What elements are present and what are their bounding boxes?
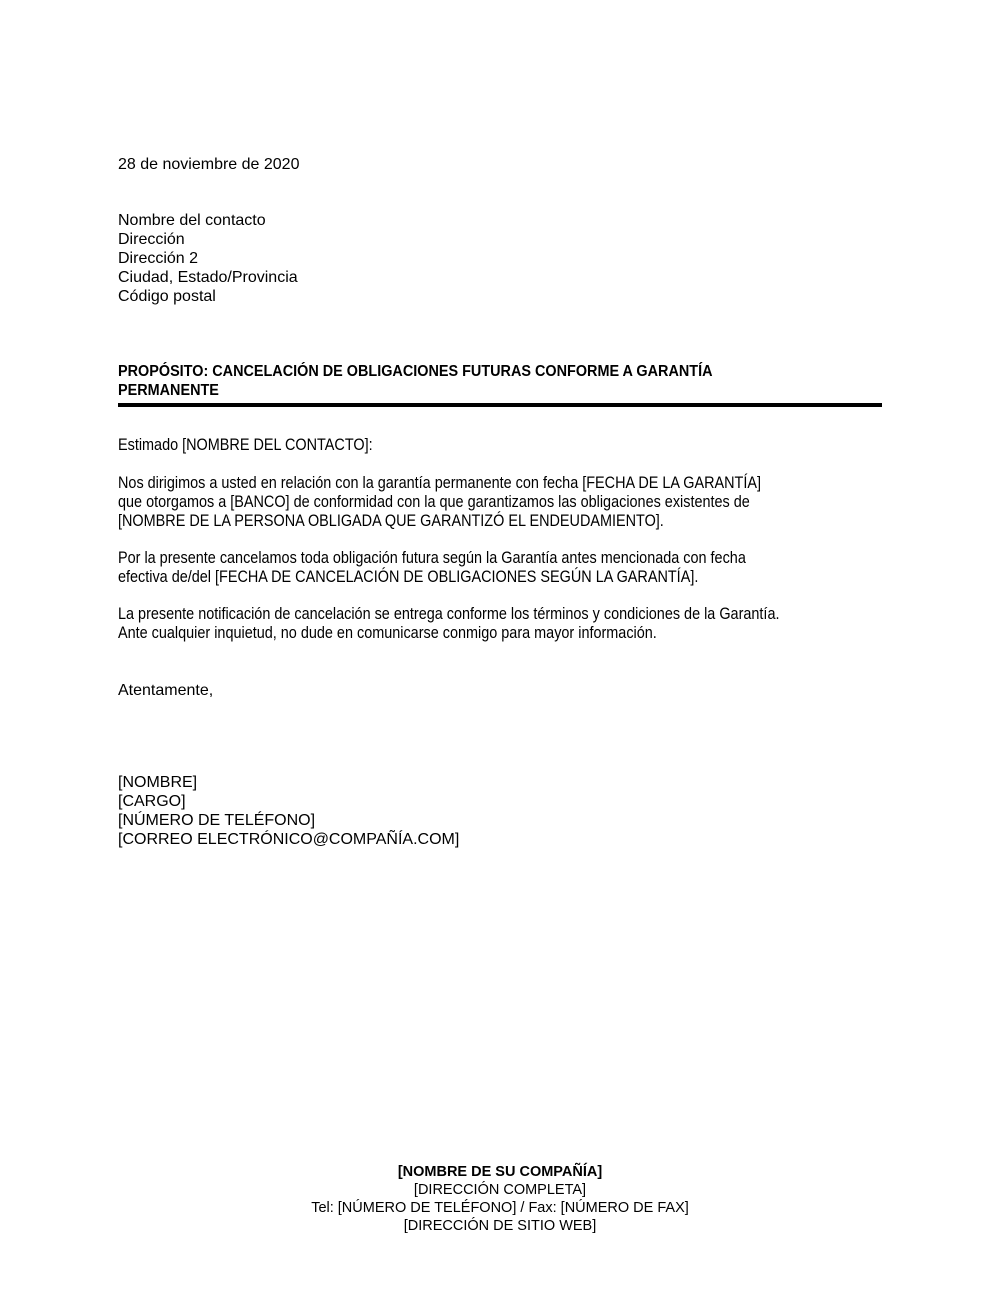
letter-date: 28 de noviembre de 2020 — [118, 156, 300, 173]
paragraph-line: efectiva de/del [FECHA DE CANCELACIÓN DE OBLIGACIONES SEGÚN LA GARANTÍA]. — [118, 568, 699, 586]
footer-company-name: [NOMBRE DE SU COMPAÑÍA] — [397, 1164, 603, 1180]
purpose-line-2: PERMANENTE — [118, 382, 219, 399]
recipient-address-block — [118, 211, 298, 306]
paragraph-line: Nos dirigimos a usted en relación con la garantía permanente con fecha [FECHA DE LA GARANTÍA] — [118, 474, 761, 492]
signature-phone: [NÚMERO DE TELÉFONO] — [118, 812, 316, 829]
letterhead-footer — [0, 1163, 1000, 1235]
paragraph-line: que otorgamos a [BANCO] de conformidad con la que garantizamos las obligaciones existentes de — [118, 493, 750, 511]
signature-name: [NOMBRE] — [118, 774, 198, 791]
recipient-address-2: Dirección 2 — [118, 250, 199, 267]
signature-email: [CORREO ELECTRÓNICO@COMPAÑÍA.COM] — [118, 831, 460, 848]
purpose-heading — [118, 362, 757, 400]
paragraph-line: [NOMBRE DE LA PERSONA OBLIGADA QUE GARANTIZÓ EL ENDEUDAMIENTO]. — [118, 512, 664, 530]
signature-block — [118, 773, 459, 849]
closing: Atentamente, — [118, 682, 214, 699]
paragraph-line: La presente notificación de cancelación se entrega conforme los términos y condiciones de la Garantía. — [118, 605, 780, 623]
recipient-name: Nombre del contacto — [118, 212, 266, 229]
paragraph-3 — [118, 605, 870, 643]
recipient-address-1: Dirección — [118, 231, 185, 248]
paragraph-line: Por la presente cancelamos toda obligación futura según la Garantía antes mencionada con fecha — [118, 549, 746, 567]
paragraph-1 — [118, 474, 849, 531]
recipient-city-state: Ciudad, Estado/Provincia — [118, 269, 298, 286]
footer-address: [DIRECCIÓN COMPLETA] — [413, 1182, 587, 1198]
heading-divider — [118, 403, 882, 407]
signature-title: [CARGO] — [118, 793, 186, 810]
paragraph-line: Ante cualquier inquietud, no dude en comunicarse conmigo para mayor información. — [118, 624, 657, 642]
paragraph-2 — [118, 549, 831, 587]
purpose-line-1: PROPÓSITO: CANCELACIÓN DE OBLIGACIONES FUTURAS CONFORME A GARANTÍA — [118, 363, 713, 380]
salutation: Estimado [NOMBRE DEL CONTACTO]: — [118, 436, 373, 454]
footer-website: [DIRECCIÓN DE SITIO WEB] — [403, 1218, 597, 1234]
recipient-postal-code: Código postal — [118, 288, 216, 305]
footer-contact: Tel: [NÚMERO DE TELÉFONO] / Fax: [NÚMERO DE FAX] — [311, 1200, 689, 1216]
